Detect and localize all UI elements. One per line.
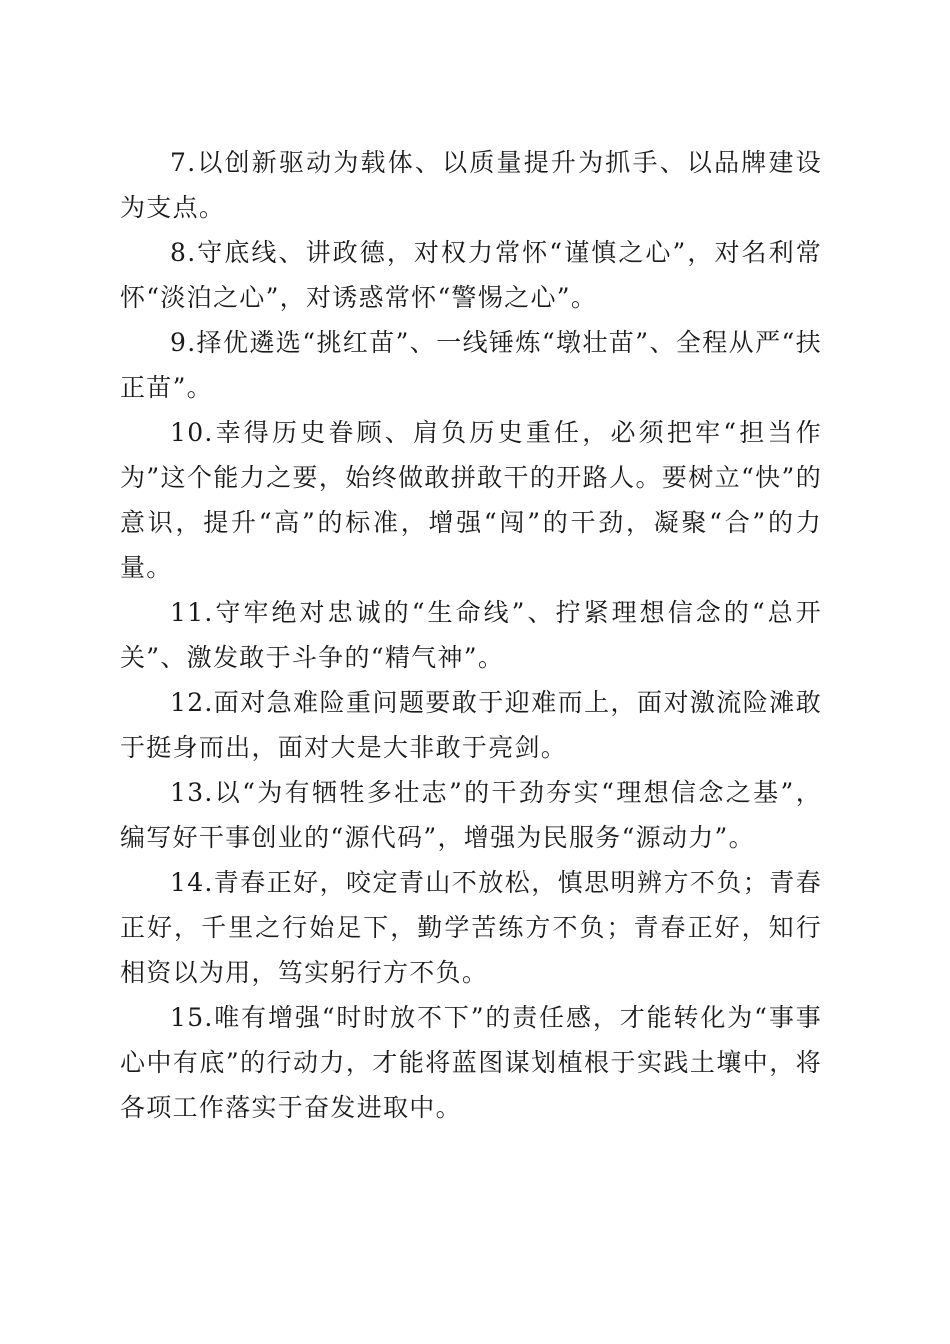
- document-body: [120, 140, 822, 1130]
- paragraph-item-10: 10.幸得历史眷顾、肩负历史重任，必须把牢“担当作为”这个能力之要，始终做敢拼敢干的开路人。要树立“快”的意识，提升“高”的标准，增强“闯”的干劲，凝聚“合”的力量。: [120, 418, 822, 582]
- paragraph-item-13: 13.以“为有牺牲多壮志”的干劲夯实“理想信念之基”，编写好干事创业的“源代码”，增强为民服务“源动力”。: [120, 778, 822, 852]
- paragraph-item-8: 8.守底线、讲政德，对权力常怀“谨慎之心”，对名利常怀“淡泊之心”，对诱惑常怀“警惕之心”。: [120, 238, 822, 312]
- paragraph-item-9: 9.择优遴选“挑红苗”、一线锤炼“墩壮苗”、全程从严“扶正苗”。: [120, 328, 822, 402]
- paragraph-item-12: 12.面对急难险重问题要敢于迎难而上，面对激流险滩敢于挺身而出，面对大是大非敢于亮剑。: [120, 688, 822, 762]
- paragraph-item-7: 7.以创新驱动为载体、以质量提升为抓手、以品牌建设为支点。: [120, 148, 822, 222]
- paragraph-item-11: 11.守牢绝对忠诚的“生命线”、拧紧理想信念的“总开关”、激发敢于斗争的“精气神”。: [120, 598, 822, 672]
- paragraph-item-15: 15.唯有增强“时时放不下”的责任感，才能转化为“事事心中有底”的行动力，才能将蓝图谋划植根于实践土壤中，将各项工作落实于奋发进取中。: [120, 1003, 822, 1122]
- paragraph-item-14: 14.青春正好，咬定青山不放松，慎思明辨方不负；青春正好，千里之行始足下，勤学苦练方不负；青春正好，知行相资以为用，笃实躬行方不负。: [120, 868, 822, 987]
